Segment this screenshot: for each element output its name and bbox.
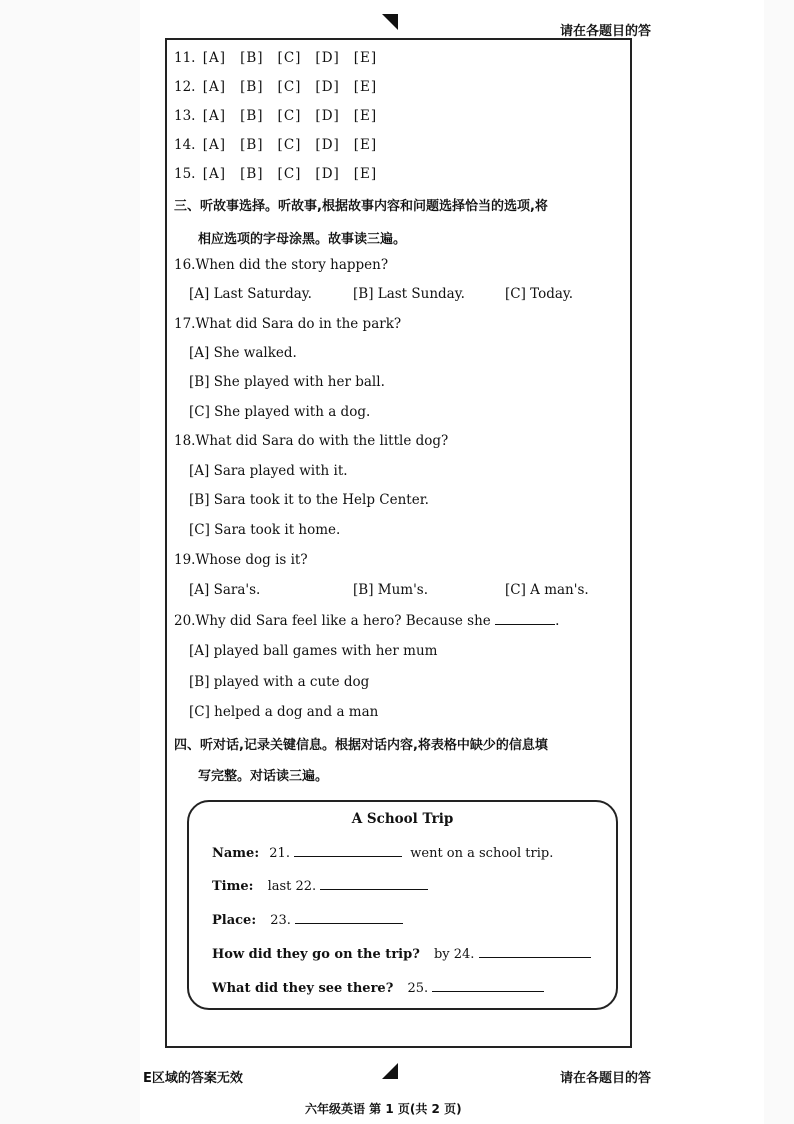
blank-21[interactable] xyxy=(294,844,402,857)
question-20: 20.Why did Sara feel like a hero? Because she . xyxy=(174,613,560,629)
question-16: 16.When did the story happen? xyxy=(174,257,389,273)
footer-right-note: 请在各题目的答 xyxy=(560,1071,652,1086)
q18-option-b[interactable]: [B] Sara took it to the Help Center. xyxy=(189,492,429,508)
bubble-c[interactable]: [C] xyxy=(277,50,302,66)
bubble-d[interactable]: [D] xyxy=(315,166,340,182)
bubble-c[interactable]: [C] xyxy=(277,79,302,95)
section4-instruction-line1: 四、听对话,记录关键信息。根据对话内容,将表格中缺少的信息填 xyxy=(174,738,548,753)
question-17: 17.What did Sara do in the park? xyxy=(174,316,402,332)
alignment-mark-bottom xyxy=(382,1063,398,1079)
q19-option-b[interactable]: [B] Mum's. xyxy=(353,582,428,598)
bubble-d[interactable]: [D] xyxy=(315,108,340,124)
blank-22[interactable] xyxy=(320,877,428,890)
bubble-d[interactable]: [D] xyxy=(315,50,340,66)
school-trip-table xyxy=(187,800,618,1010)
question-19: 19.Whose dog is it? xyxy=(174,552,308,568)
q20-option-b[interactable]: [B] played with a cute dog xyxy=(189,674,370,690)
bubble-a[interactable]: [A] xyxy=(202,137,227,153)
bubble-b[interactable]: [B] xyxy=(240,137,264,153)
row-name: Name: 21. went on a school trip. xyxy=(212,846,554,861)
bubble-e[interactable]: [E] xyxy=(353,50,378,66)
q19-option-a[interactable]: [A] Sara's. xyxy=(189,582,261,598)
bubble-d[interactable]: [D] xyxy=(315,79,340,95)
bubble-d[interactable]: [D] xyxy=(315,137,340,153)
q17-option-c[interactable]: [C] She played with a dog. xyxy=(189,404,371,420)
bubble-e[interactable]: [E] xyxy=(353,137,378,153)
row-time: Time: last 22. xyxy=(212,877,428,894)
answer-row-13: 13. [A] [B] [C] [D] [E] xyxy=(174,108,378,124)
answer-row-15: 15. [A] [B] [C] [D] [E] xyxy=(174,166,378,182)
blank-25[interactable] xyxy=(432,979,544,992)
bubble-b[interactable]: [B] xyxy=(240,108,264,124)
page-right-margin xyxy=(764,0,794,1124)
bubble-a[interactable]: [A] xyxy=(202,108,227,124)
table-title: A School Trip xyxy=(351,811,454,827)
q16-option-c[interactable]: [C] Today. xyxy=(505,286,574,302)
alignment-mark-top xyxy=(382,14,398,30)
answer-row-12: 12. [A] [B] [C] [D] [E] xyxy=(174,79,378,95)
section3-instruction-line2: 相应选项的字母涂黑。故事读三遍。 xyxy=(198,232,407,247)
bubble-a[interactable]: [A] xyxy=(202,166,227,182)
row-place: Place: 23. xyxy=(212,911,403,928)
page-number: 六年级英语 第 1 页(共 2 页) xyxy=(305,1102,462,1116)
bubble-b[interactable]: [B] xyxy=(240,166,264,182)
header-instruction: 请在各题目的答 xyxy=(560,24,652,39)
q18-option-c[interactable]: [C] Sara took it home. xyxy=(189,522,341,538)
page-left-margin xyxy=(0,0,140,1124)
q17-option-a[interactable]: [A] She walked. xyxy=(189,345,297,361)
bubble-e[interactable]: [E] xyxy=(353,166,378,182)
bubble-a[interactable]: [A] xyxy=(202,50,227,66)
q20-option-c[interactable]: [C] helped a dog and a man xyxy=(189,704,379,720)
answer-row-14: 14. [A] [B] [C] [D] [E] xyxy=(174,137,378,153)
bubble-e[interactable]: [E] xyxy=(353,108,378,124)
section4-instruction-line2: 写完整。对话读三遍。 xyxy=(198,769,329,784)
bubble-a[interactable]: [A] xyxy=(202,79,227,95)
q20-blank[interactable] xyxy=(495,612,555,625)
q19-option-c[interactable]: [C] A man's. xyxy=(505,582,589,598)
bubble-c[interactable]: [C] xyxy=(277,108,302,124)
bubble-b[interactable]: [B] xyxy=(240,79,264,95)
q16-option-a[interactable]: [A] Last Saturday. xyxy=(189,286,312,302)
q16-option-b[interactable]: [B] Last Sunday. xyxy=(353,286,465,302)
question-18: 18.What did Sara do with the little dog? xyxy=(174,433,449,449)
row-what: What did they see there? 25. xyxy=(212,979,544,996)
footer-left-note: E区域的答案无效 xyxy=(143,1071,243,1086)
q18-option-a[interactable]: [A] Sara played with it. xyxy=(189,463,348,479)
blank-23[interactable] xyxy=(295,911,403,924)
q16-options xyxy=(189,286,574,302)
bubble-c[interactable]: [C] xyxy=(277,166,302,182)
answer-row-11: 11. [A] [B] [C] [D] [E] xyxy=(174,50,378,66)
q20-option-a[interactable]: [A] played ball games with her mum xyxy=(189,643,438,659)
row-how: How did they go on the trip? by 24. xyxy=(212,945,591,962)
section3-instruction-line1: 三、听故事选择。听故事,根据故事内容和问题选择恰当的选项,将 xyxy=(174,199,548,214)
bubble-c[interactable]: [C] xyxy=(277,137,302,153)
bubble-b[interactable]: [B] xyxy=(240,50,264,66)
blank-24[interactable] xyxy=(479,945,591,958)
q19-options xyxy=(189,582,589,598)
q17-option-b[interactable]: [B] She played with her ball. xyxy=(189,374,385,390)
bubble-e[interactable]: [E] xyxy=(353,79,378,95)
